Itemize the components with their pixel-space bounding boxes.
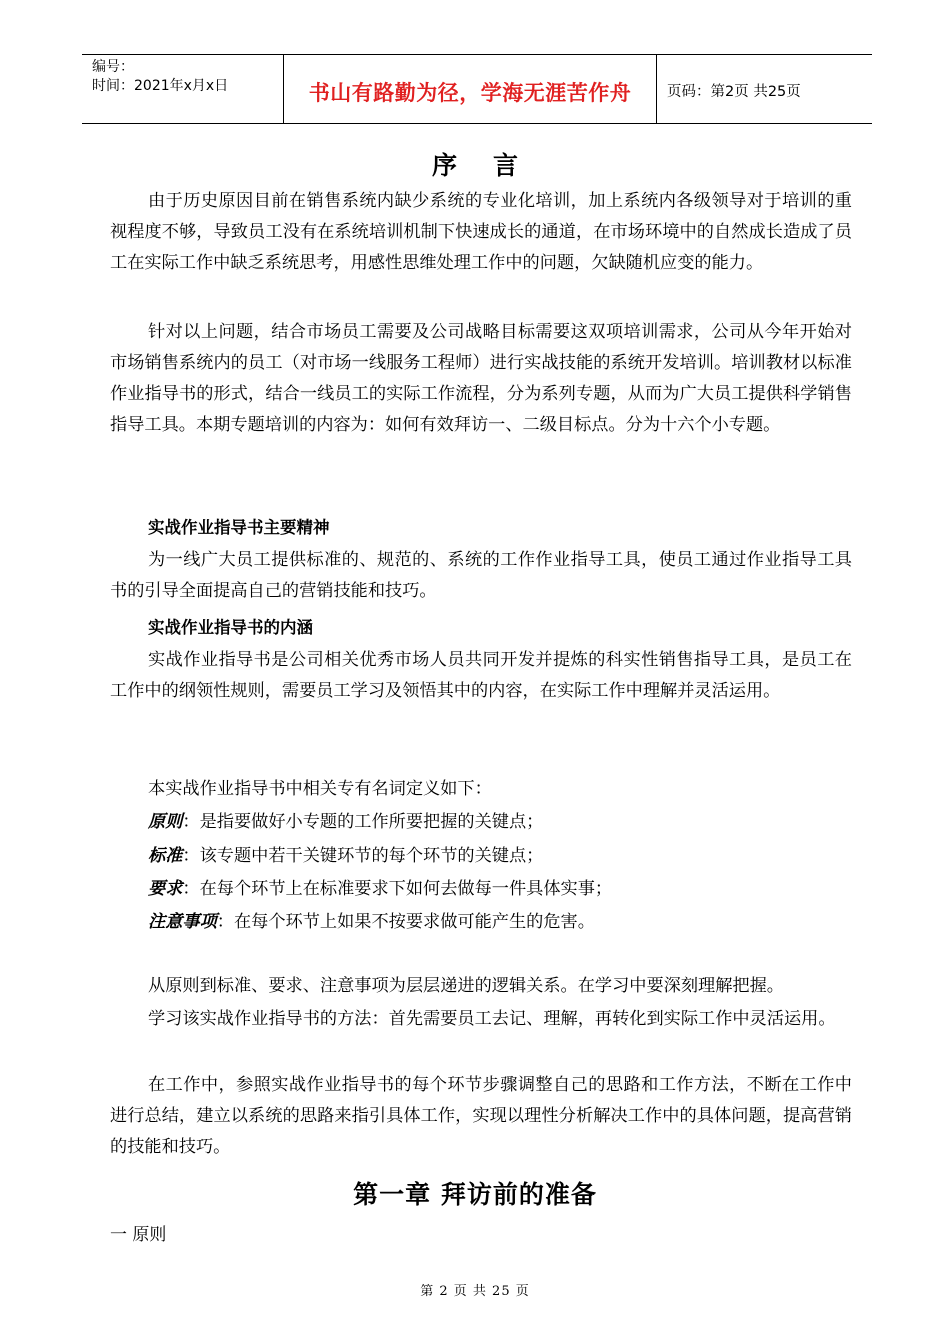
outline-item-principle: 一 原则	[110, 1225, 167, 1245]
definition-item	[148, 907, 595, 938]
method-text: 学习该实战作业指导书的方法：首先需要员工去记、理解，再转化到实际工作中灵活运用。	[148, 1009, 836, 1029]
definition-term: 注意事项	[148, 912, 217, 932]
definitions-intro: 本实战作业指导书中相关专有名词定义如下：	[148, 779, 492, 799]
definition-term: 标准	[148, 846, 183, 866]
spirit-text: 为一线广大员工提供标准的、规范的、系统的工作作业指导工具，使员工通过作业指导工具书的引导全面提高自己的营销技能和技巧。	[110, 550, 852, 601]
header-table	[82, 54, 872, 124]
definition-term: 要求	[148, 879, 183, 899]
header-page-cell	[657, 55, 872, 123]
logic-text: 从原则到标准、要求、注意事项为层层递进的逻辑关系。在学习中要深刻理解把握。	[148, 976, 784, 996]
definition-item	[148, 841, 543, 872]
meaning-text: 实战作业指导书是公司相关优秀市场人员共同开发并提炼的科实性销售指导工具，是员工在工作中的纲领性规则，需要员工学习及领悟其中的内容，在实际工作中理解并灵活运用。	[110, 650, 852, 701]
preface-title: 序言	[431, 151, 554, 180]
header-meta-cell	[82, 55, 283, 123]
document-time-label: 时间：2021年x月x日	[92, 78, 229, 94]
header-motto-cell	[283, 55, 657, 123]
definition-item	[148, 807, 543, 838]
definition-item	[148, 874, 612, 905]
header-page-info: 页码：第2页 共25页	[667, 84, 801, 100]
preface-paragraph-2: 针对以上问题，结合市场员工需要及公司战略目标需要这双项培训需求，公司从今年开始对市场销售系统内的员工（对市场一线服务工程师）进行实战技能的系统开发培训。培训教材以标准作业指导书的形式，结合一线员工的实际工作流程，分为系列专题，从而为广大员工提供科学销售指导工具。本期专题培训的内容为：如何有效拜访一、二级目标点。分为十六个小专题。	[110, 322, 852, 435]
document-number-label: 编号：	[92, 59, 134, 75]
definition-text: ：该专题中若干关键环节的每个环节的关键点；	[182, 846, 544, 866]
chapter-title: 第一章 拜访前的准备	[353, 1180, 597, 1209]
meaning-heading: 实战作业指导书的内涵	[148, 618, 313, 637]
definition-term: 原则	[148, 812, 183, 832]
page-footer: 第 2 页 共 25 页	[420, 1284, 530, 1299]
header-motto: 书山有路勤为径，学海无涯苦作舟	[308, 81, 632, 105]
spirit-heading: 实战作业指导书主要精神	[148, 518, 330, 537]
work-text: 在工作中，参照实战作业指导书的每个环节步骤调整自己的思路和工作方法，不断在工作中进行总结，建立以系统的思路来指引具体工作，实现以理性分析解决工作中的具体问题，提高营销的技能和技巧。	[110, 1075, 852, 1157]
definition-text: ：在每个环节上如果不按要求做可能产生的危害。	[216, 912, 595, 932]
preface-paragraph-1: 由于历史原因目前在销售系统内缺少系统的专业化培训，加上系统内各级领导对于培训的重视程度不够，导致员工没有在系统培训机制下快速成长的通道，在市场环境中的自然成长造成了员工在实际工作中缺乏系统思考，用感性思维处理工作中的问题，欠缺随机应变的能力。	[110, 191, 852, 273]
definition-text: ：是指要做好小专题的工作所要把握的关键点；	[182, 812, 544, 832]
definition-text: ：在每个环节上在标准要求下如何去做每一件具体实事；	[182, 879, 613, 899]
